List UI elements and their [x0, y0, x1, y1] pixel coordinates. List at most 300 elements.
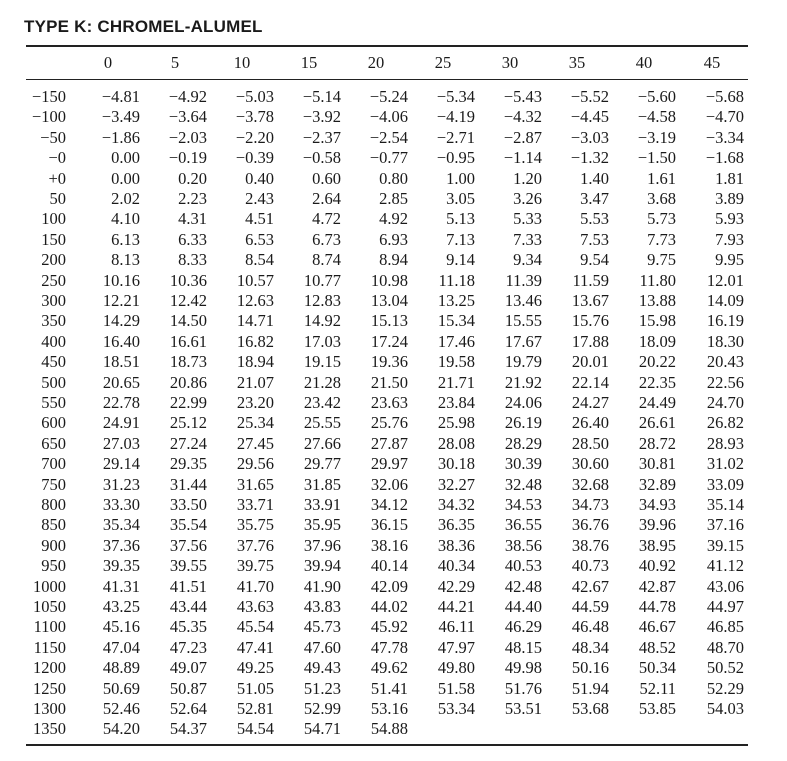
- table-cell: 8.33: [178, 250, 207, 270]
- table-cell: 35.95: [303, 515, 341, 535]
- table-cell: 24.06: [504, 393, 542, 412]
- table-cell: 10.16: [102, 270, 140, 290]
- table-cell: 9.14: [446, 250, 475, 270]
- row-label: −100: [31, 107, 66, 127]
- table-cell: 5.33: [513, 209, 542, 229]
- table-cell: 9.75: [647, 250, 676, 270]
- table-cell: 14.92: [303, 311, 341, 331]
- table-cell: 23.84: [437, 393, 475, 412]
- table-cell: 7.33: [513, 229, 542, 249]
- table-cell: 44.40: [504, 597, 542, 616]
- table-cell: −2.03: [168, 127, 207, 147]
- row-label: 1350: [33, 719, 66, 739]
- table-cell: 46.11: [438, 617, 475, 637]
- table-cell: −1.50: [637, 148, 676, 168]
- table-cell: 43.83: [303, 597, 341, 616]
- table-cell: 49.43: [303, 658, 341, 678]
- row-label: 450: [41, 352, 66, 372]
- table-cell: 54.71: [303, 719, 341, 739]
- table-cell: 2.85: [379, 189, 408, 208]
- table-cell: 40.73: [571, 556, 609, 576]
- row-label: 1200: [33, 658, 66, 678]
- table-cell: 25.76: [370, 413, 408, 433]
- table-cell: 20.01: [571, 352, 609, 372]
- table-cell: 16.40: [102, 331, 140, 351]
- row-label: 1100: [33, 617, 66, 637]
- table-cell: 5.13: [446, 209, 475, 229]
- table-cell: 20.22: [638, 352, 676, 372]
- table-cell: 47.41: [236, 637, 274, 657]
- table-cell: 27.87: [370, 433, 408, 453]
- table-cell: 46.85: [706, 617, 744, 637]
- table-cell: 9.34: [513, 250, 542, 270]
- table-cell: 36.15: [370, 515, 408, 535]
- table-cell: 23.63: [370, 393, 408, 412]
- table-cell: 16.19: [706, 311, 744, 331]
- table-cell: 43.06: [706, 576, 744, 596]
- table-cell: 39.96: [638, 515, 676, 535]
- table-cell: 23.42: [303, 393, 341, 412]
- table-cell: −4.92: [168, 87, 207, 106]
- table-cell: 34.32: [437, 495, 475, 514]
- table-cell: 11.39: [505, 270, 542, 290]
- table-cell: 28.29: [504, 433, 542, 453]
- table-cell: 51.94: [571, 678, 609, 698]
- table-cell: 4.10: [111, 209, 140, 229]
- table-cell: 2.43: [245, 189, 274, 208]
- table-cell: 37.36: [102, 535, 140, 555]
- table-cell: 48.70: [706, 637, 744, 657]
- table-cell: 45.54: [236, 617, 274, 637]
- table-cell: 49.80: [437, 658, 475, 678]
- table-cell: 29.14: [102, 454, 140, 474]
- table-cell: 18.09: [638, 331, 676, 351]
- table-cell: 0.20: [178, 168, 207, 188]
- row-label: 1150: [33, 637, 66, 657]
- row-label: 1050: [33, 597, 66, 616]
- table-cell: 25.55: [303, 413, 341, 433]
- table-cell: 53.85: [638, 699, 676, 718]
- table-cell: 48.89: [102, 658, 140, 678]
- table-cell: 54.88: [370, 719, 408, 739]
- table-cell: 39.35: [102, 556, 140, 576]
- table-cell: 44.78: [638, 597, 676, 616]
- table-cell: 47.97: [437, 637, 475, 657]
- table-cell: 53.16: [370, 699, 408, 718]
- table-cell: 36.35: [437, 515, 475, 535]
- table-cell: −3.19: [637, 127, 676, 147]
- table-cell: 33.91: [303, 495, 341, 514]
- table-cell: 7.53: [580, 229, 609, 249]
- row-label: 400: [41, 331, 66, 351]
- table-cell: 34.93: [638, 495, 676, 514]
- table-cell: 50.69: [102, 678, 140, 698]
- table-cell: 38.56: [504, 535, 542, 555]
- table-cell: 35.14: [706, 495, 744, 514]
- table-cell: 52.64: [169, 699, 207, 718]
- table-cell: 44.97: [706, 597, 744, 616]
- table-cell: −5.14: [302, 87, 341, 106]
- table-cell: 18.94: [236, 352, 274, 372]
- table-cell: 1.61: [647, 168, 676, 188]
- row-label: 950: [41, 556, 66, 576]
- column-header: 45: [703, 53, 721, 72]
- table-cell: 34.73: [571, 495, 609, 514]
- table-cell: 6.53: [245, 229, 274, 249]
- table-cell: 25.12: [169, 413, 207, 433]
- table-cell: 28.08: [437, 433, 475, 453]
- table-cell: 15.98: [638, 311, 676, 331]
- table-cell: 21.92: [504, 372, 542, 392]
- table-cell: 39.75: [236, 556, 274, 576]
- table-cell: −3.49: [101, 107, 140, 127]
- table-cell: 28.50: [571, 433, 609, 453]
- table-cell: 25.34: [236, 413, 274, 433]
- table-cell: 51.58: [437, 678, 475, 698]
- table-cell: 32.48: [504, 474, 542, 494]
- table-cell: 24.70: [706, 393, 744, 412]
- table-cell: 41.70: [236, 576, 274, 596]
- table-cell: 11.18: [438, 270, 475, 290]
- table-cell: 17.03: [303, 331, 341, 351]
- table-cell: 12.21: [102, 291, 140, 310]
- table-cell: −4.32: [503, 107, 542, 127]
- table-cell: 26.82: [706, 413, 744, 433]
- table-cell: 50.16: [571, 658, 609, 678]
- table-cell: 3.47: [580, 189, 609, 208]
- table-cell: 30.18: [437, 454, 475, 474]
- table-cell: 49.07: [169, 658, 207, 678]
- table-cell: −5.68: [705, 87, 744, 106]
- table-cell: 7.93: [715, 229, 744, 249]
- table-cell: 15.55: [504, 311, 542, 331]
- table-cell: 28.93: [706, 433, 744, 453]
- table-cell: 22.14: [571, 372, 609, 392]
- table-cell: 31.65: [236, 474, 274, 494]
- table-cell: 42.67: [571, 576, 609, 596]
- table-cell: 42.29: [437, 576, 475, 596]
- table-cell: 20.43: [706, 352, 744, 372]
- table-cell: 53.51: [504, 699, 542, 718]
- table-cell: 43.63: [236, 597, 274, 616]
- table-cell: 32.89: [638, 474, 676, 494]
- table-cell: 32.06: [370, 474, 408, 494]
- table-cell: 16.82: [236, 331, 274, 351]
- table-cell: 44.02: [370, 597, 408, 616]
- table-cell: 27.45: [236, 433, 274, 453]
- table-cell: 10.77: [303, 270, 341, 290]
- table-cell: 0.00: [111, 168, 140, 188]
- table-cell: 53.34: [437, 699, 475, 718]
- table-cell: 35.75: [236, 515, 274, 535]
- table-cell: 23.20: [236, 393, 274, 412]
- table-cell: 33.71: [236, 495, 274, 514]
- column-header: 0: [103, 53, 113, 72]
- row-label: 1300: [33, 699, 66, 718]
- table-cell: 48.34: [571, 637, 609, 657]
- table-cell: 1.40: [580, 168, 609, 188]
- table-cell: 33.30: [102, 495, 140, 514]
- table-cell: 16.61: [169, 331, 207, 351]
- row-label: 250: [41, 270, 66, 290]
- table-cell: 21.71: [437, 372, 475, 392]
- table-cell: 37.16: [706, 515, 744, 535]
- table-cell: 36.55: [504, 515, 542, 535]
- table-cell: 31.44: [169, 474, 207, 494]
- table-cell: 9.54: [580, 250, 609, 270]
- table-cell: 22.99: [169, 393, 207, 412]
- row-label: 900: [41, 535, 66, 555]
- table-cell: −1.86: [101, 127, 140, 147]
- table-cell: 45.16: [102, 617, 140, 637]
- table-cell: 21.50: [370, 372, 408, 392]
- table-cell: 34.53: [504, 495, 542, 514]
- table-cell: 18.73: [169, 352, 207, 372]
- table-cell: 45.92: [370, 617, 408, 637]
- table-cell: 8.54: [245, 250, 274, 270]
- row-label: 100: [41, 209, 66, 229]
- column-header: 35: [568, 53, 586, 72]
- row-label: −50: [40, 127, 66, 147]
- table-cell: 24.27: [571, 393, 609, 412]
- table-cell: 41.12: [706, 556, 744, 576]
- table-cell: 27.03: [102, 433, 140, 453]
- table-cell: 6.73: [312, 229, 341, 249]
- table-cell: −0.58: [302, 148, 341, 168]
- row-label: 1000: [33, 576, 66, 596]
- table-cell: 6.33: [178, 229, 207, 249]
- table-cell: 44.21: [437, 597, 475, 616]
- row-label: 200: [41, 250, 66, 270]
- table-cell: 4.51: [245, 209, 274, 229]
- table-cell: 36.76: [571, 515, 609, 535]
- table-cell: 30.60: [571, 454, 609, 474]
- table-cell: −2.87: [503, 127, 542, 147]
- table-cell: 15.76: [571, 311, 609, 331]
- table-cell: 20.65: [102, 372, 140, 392]
- table-cell: 31.85: [303, 474, 341, 494]
- table-cell: 11.80: [639, 270, 676, 290]
- table-cell: 29.77: [303, 454, 341, 474]
- table-cell: 26.40: [571, 413, 609, 433]
- table-cell: 17.46: [437, 331, 475, 351]
- table-cell: 12.01: [706, 270, 744, 290]
- table-cell: 14.29: [102, 311, 140, 331]
- table-cell: −0.95: [436, 148, 475, 168]
- table-cell: −5.43: [503, 87, 542, 106]
- table-cell: 13.46: [504, 291, 542, 310]
- table-cell: 14.71: [236, 311, 274, 331]
- table-cell: 27.24: [169, 433, 207, 453]
- row-label: 150: [41, 229, 66, 249]
- table-cell: 37.96: [303, 535, 341, 555]
- table-cell: 43.25: [102, 597, 140, 616]
- row-label: 500: [41, 372, 66, 392]
- table-cell: −2.37: [302, 127, 341, 147]
- row-label: 750: [41, 474, 66, 494]
- table-cell: 47.23: [169, 637, 207, 657]
- table-cell: 53.68: [571, 699, 609, 718]
- row-label: +0: [48, 168, 66, 188]
- table-cell: 46.67: [638, 617, 676, 637]
- table-cell: 6.93: [379, 229, 408, 249]
- table-cell: 10.98: [370, 270, 408, 290]
- table-cell: 2.23: [178, 189, 207, 208]
- row-label: 300: [41, 291, 66, 310]
- table-cell: 51.41: [370, 678, 408, 698]
- column-header: 5: [170, 53, 180, 72]
- row-label: 600: [41, 413, 66, 433]
- table-cell: 13.88: [638, 291, 676, 310]
- row-label: 550: [41, 393, 66, 412]
- table-cell: 38.16: [370, 535, 408, 555]
- table-cell: 17.88: [571, 331, 609, 351]
- table-cell: 43.44: [169, 597, 207, 616]
- table-cell: 54.03: [706, 699, 744, 718]
- table-cell: 24.91: [102, 413, 140, 433]
- top-rule: [26, 45, 748, 47]
- table-cell: 1.81: [715, 168, 744, 188]
- table-cell: 19.58: [437, 352, 475, 372]
- table-cell: 52.81: [236, 699, 274, 718]
- table-cell: 37.56: [169, 535, 207, 555]
- table-cell: 27.66: [303, 433, 341, 453]
- table-cell: −2.54: [369, 127, 408, 147]
- table-cell: 10.57: [236, 270, 274, 290]
- column-header: 20: [367, 53, 385, 72]
- table-cell: 29.97: [370, 454, 408, 474]
- table-cell: 30.81: [638, 454, 676, 474]
- table-cell: −0.19: [168, 148, 207, 168]
- table-cell: 45.73: [303, 617, 341, 637]
- table-cell: 34.12: [370, 495, 408, 514]
- table-cell: −0.77: [369, 148, 408, 168]
- table-cell: 3.05: [446, 189, 475, 208]
- table-cell: 5.93: [715, 209, 744, 229]
- row-label: 50: [49, 189, 66, 208]
- table-cell: 12.83: [303, 291, 341, 310]
- table-cell: 40.53: [504, 556, 542, 576]
- table-cell: 29.56: [236, 454, 274, 474]
- table-cell: 28.72: [638, 433, 676, 453]
- table-cell: 15.13: [370, 311, 408, 331]
- table-cell: 41.90: [303, 576, 341, 596]
- table-cell: 42.87: [638, 576, 676, 596]
- table-cell: 13.25: [437, 291, 475, 310]
- table-cell: 9.95: [715, 250, 744, 270]
- table-cell: −4.19: [436, 107, 475, 127]
- table-cell: 32.68: [571, 474, 609, 494]
- table-cell: 35.54: [169, 515, 207, 535]
- row-label: 700: [41, 454, 66, 474]
- table-cell: 46.48: [571, 617, 609, 637]
- table-cell: 15.34: [437, 311, 475, 331]
- row-label: 350: [41, 311, 66, 331]
- table-cell: −4.58: [637, 107, 676, 127]
- table-cell: 33.09: [706, 474, 744, 494]
- table-cell: 40.14: [370, 556, 408, 576]
- table-cell: 49.62: [370, 658, 408, 678]
- table-cell: 19.15: [303, 352, 341, 372]
- table-cell: 37.76: [236, 535, 274, 555]
- table-cell: 17.24: [370, 331, 408, 351]
- table-cell: −2.20: [235, 127, 274, 147]
- table-cell: 7.73: [647, 229, 676, 249]
- table-cell: 29.35: [169, 454, 207, 474]
- table-cell: 22.78: [102, 393, 140, 412]
- table-cell: −5.03: [235, 87, 274, 106]
- table-cell: −3.92: [302, 107, 341, 127]
- table-cell: 39.94: [303, 556, 341, 576]
- table-cell: 32.27: [437, 474, 475, 494]
- table-cell: 47.04: [102, 637, 140, 657]
- table-cell: 31.02: [706, 454, 744, 474]
- table-cell: −5.52: [570, 87, 609, 106]
- table-cell: 0.40: [245, 168, 274, 188]
- bottom-rule: [26, 744, 748, 746]
- table-cell: 47.60: [303, 637, 341, 657]
- table-cell: 52.46: [102, 699, 140, 718]
- table-cell: 1.00: [446, 168, 475, 188]
- table-cell: 0.00: [111, 148, 140, 168]
- table-cell: 21.28: [303, 372, 341, 392]
- table-cell: 50.87: [169, 678, 207, 698]
- table-cell: 44.59: [571, 597, 609, 616]
- table-cell: 54.37: [169, 719, 207, 739]
- table-cell: 45.35: [169, 617, 207, 637]
- row-label: 1250: [33, 678, 66, 698]
- table-cell: 18.30: [706, 331, 744, 351]
- header-rule: [26, 79, 748, 80]
- table-cell: 4.31: [178, 209, 207, 229]
- table-cell: 54.54: [236, 719, 274, 739]
- row-label: 800: [41, 495, 66, 514]
- table-cell: −3.64: [168, 107, 207, 127]
- table-cell: −4.70: [705, 107, 744, 127]
- column-header: 10: [233, 53, 251, 72]
- table-cell: 47.78: [370, 637, 408, 657]
- table-cell: −2.71: [436, 127, 475, 147]
- table-cell: 40.34: [437, 556, 475, 576]
- table-cell: 20.86: [169, 372, 207, 392]
- table-cell: 19.36: [370, 352, 408, 372]
- table-cell: 8.74: [312, 250, 341, 270]
- table-cell: 8.13: [111, 250, 140, 270]
- table-cell: 40.92: [638, 556, 676, 576]
- table-cell: −4.45: [570, 107, 609, 127]
- table-title: TYPE K: CHROMEL-ALUMEL: [24, 17, 263, 36]
- table-cell: 1.20: [513, 168, 542, 188]
- table-cell: 17.67: [504, 331, 542, 351]
- column-header: 30: [501, 53, 519, 72]
- table-cell: 13.67: [571, 291, 609, 310]
- column-header: 15: [300, 53, 318, 72]
- table-cell: −1.32: [570, 148, 609, 168]
- table-cell: 22.35: [638, 372, 676, 392]
- table-cell: 7.13: [446, 229, 475, 249]
- table-cell: 14.50: [169, 311, 207, 331]
- table-cell: 51.76: [504, 678, 542, 698]
- table-cell: −3.78: [235, 107, 274, 127]
- table-cell: 49.98: [504, 658, 542, 678]
- table-cell: 3.68: [647, 189, 676, 208]
- table-cell: 48.52: [638, 637, 676, 657]
- table-cell: 42.09: [370, 576, 408, 596]
- table-cell: 0.80: [379, 168, 408, 188]
- row-label: 850: [41, 515, 66, 535]
- table-cell: 49.25: [236, 658, 274, 678]
- table-cell: 11.59: [572, 270, 609, 290]
